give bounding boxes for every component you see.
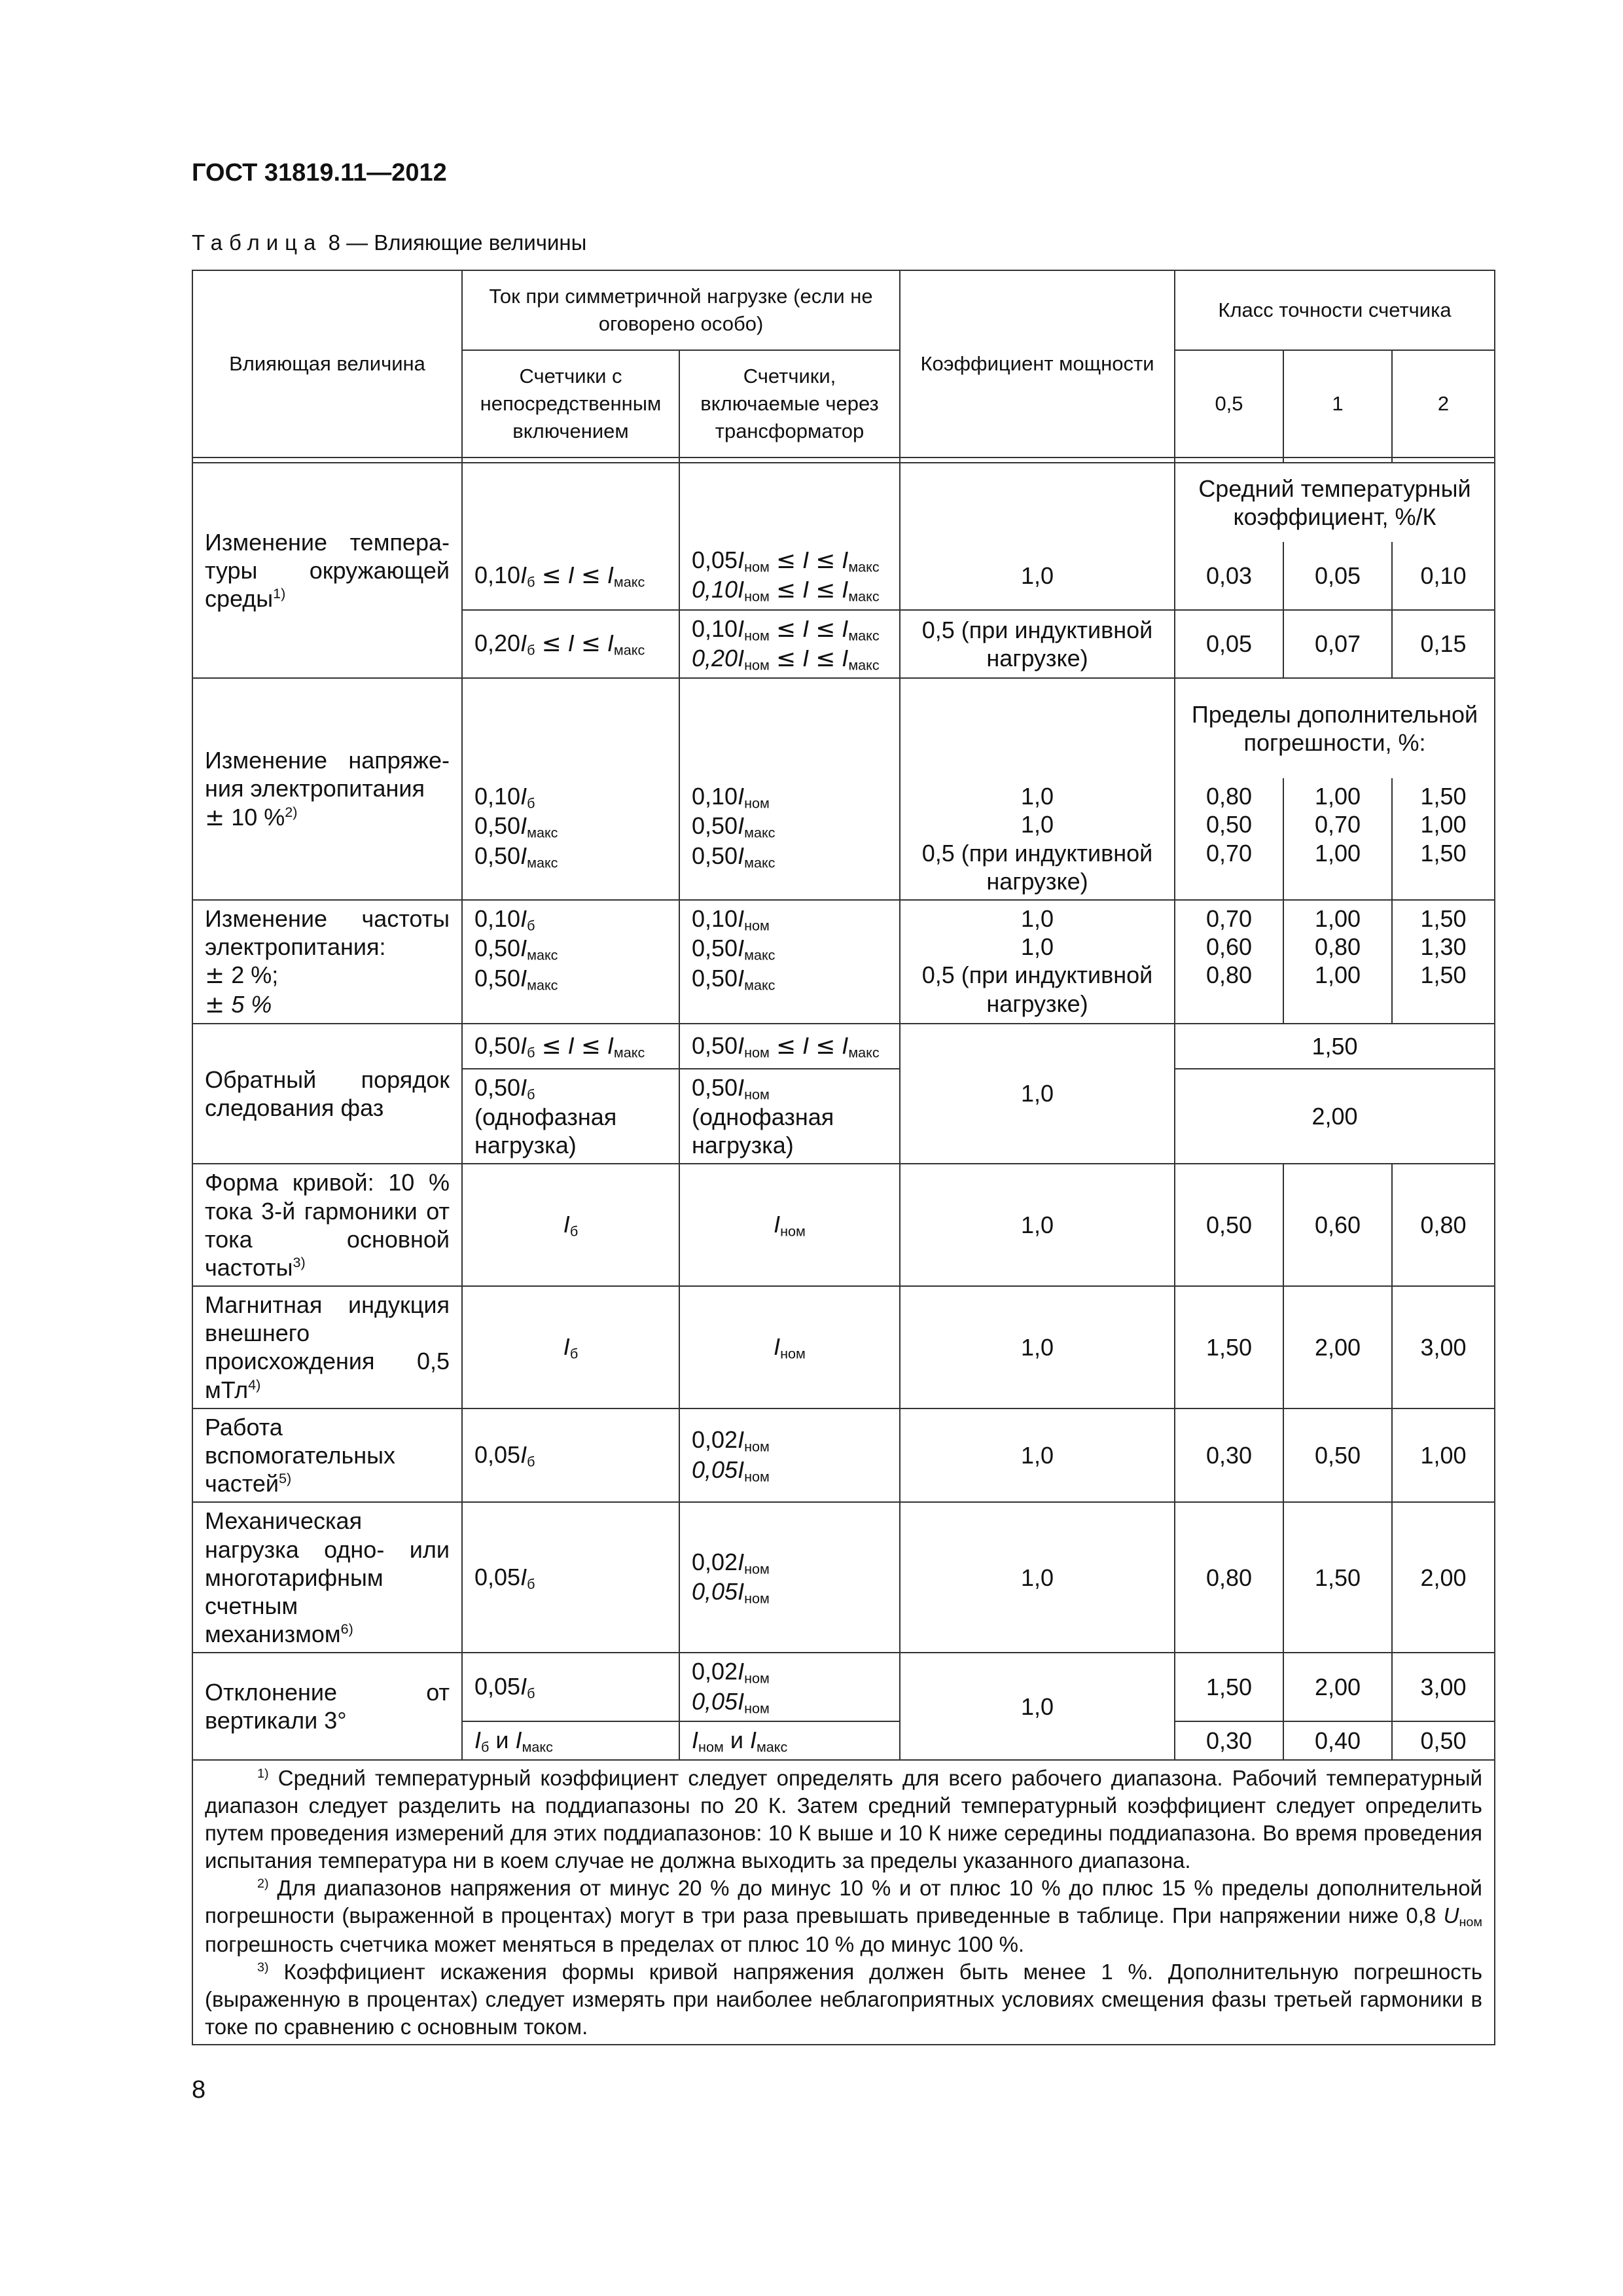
cell-class-05: 0,03 [1175, 542, 1283, 610]
cell-current-transformer: $I_{ном}$ [679, 1164, 900, 1286]
row-label-frequency: Изменение частоты электропитания: ± 2 %; ± 5 % [192, 900, 462, 1024]
table-caption-title: — Влияющие величины [346, 230, 587, 255]
col-header-current-group: Ток при симметричной нагрузке (если не оговорено особо) [462, 270, 900, 350]
table-row-frequency [192, 900, 1495, 1024]
cell-empty [462, 463, 679, 542]
table-row-voltage-sub [192, 678, 1495, 778]
table-footnotes-row [192, 1760, 1495, 2045]
footnote-ref: 4) [248, 1376, 261, 1393]
cell-class-1: 1,00 0,80 1,00 [1283, 900, 1392, 1024]
cell-class-2: 0,10 [1392, 542, 1495, 610]
cell-class-1: 0,40 [1283, 1721, 1392, 1760]
table-row-waveform [192, 1164, 1495, 1286]
cell-current-transformer: $0,02I_{ном}$ $0,05I_{ном}$ [679, 1653, 900, 1721]
cell-current-direct: $0,10I_б$ $0,50I_{макс}$ $0,50I_{макс}$ [462, 900, 679, 1024]
col-header-quantity: Влияющая величина [192, 270, 462, 457]
influence-quantities-table [192, 270, 1495, 2045]
row-label-magnetic-induction: Магнитная индукция внешнего происхождения 0,5 мТл$^{4)}$ [192, 1286, 462, 1408]
cell-class-2: 1,50 1,00 1,50 [1392, 778, 1495, 900]
cell-empty [900, 678, 1175, 778]
cell-class-2: 0,80 [1392, 1164, 1495, 1286]
table-row-temperature-sub [192, 463, 1495, 542]
cell-current-direct: $0,50I_б$ (однофазная нагрузка) [462, 1069, 679, 1164]
cell-class-2: 3,00 [1392, 1653, 1495, 1721]
cell-power-factor: 1,0 [900, 1408, 1175, 1503]
table-row-mechanical-load [192, 1502, 1495, 1653]
cell-class-1: 0,60 [1283, 1164, 1392, 1286]
cell-class-2: 0,15 [1392, 610, 1495, 679]
table-row-magnetic-induction [192, 1286, 1495, 1408]
table-footnotes [192, 1760, 1495, 2045]
cell-classes-merged: 1,50 [1175, 1024, 1495, 1069]
table-row-vertical-deviation [192, 1653, 1495, 1721]
row-label-phase-sequence: Обратный порядок следования фаз [192, 1024, 462, 1164]
cell-current-transformer: $0,10I_{ном}$ $0,50I_{макс}$ $0,50I_{макс}$ [679, 900, 900, 1024]
cell-class-05: 0,05 [1175, 610, 1283, 679]
cell-empty [900, 463, 1175, 542]
cell-power-factor: 0,5 (при индуктивной нагрузке) [900, 610, 1175, 679]
cell-current-transformer: $0,50I_{ном} \le I \le I_{макс}$ [679, 1024, 900, 1069]
cell-current-direct: $I_б$ [462, 1286, 679, 1408]
header-row-1 [192, 270, 1495, 350]
cell-class-1: 2,00 [1283, 1286, 1392, 1408]
cell-current-direct: $I_б$ и $I_{макс}$ [462, 1721, 679, 1760]
cell-current-direct: $0,10I_б \le I \le I_{макс}$ [462, 542, 679, 610]
cell-class-1: 0,07 [1283, 610, 1392, 679]
table-row-auxiliary-parts [192, 1408, 1495, 1503]
cell-current-transformer: $I_{ном}$ и $I_{макс}$ [679, 1721, 900, 1760]
table-caption-number: 8 [328, 230, 340, 255]
cell-class-1: 0,50 [1283, 1408, 1392, 1503]
cell-power-factor: 1,0 1,0 0,5 (при индуктивной нагрузке) [900, 778, 1175, 900]
row-label-voltage: Изменение напряже- ния электропитания ± 10 %$^{2)}$ [192, 678, 462, 900]
row-label-mechanical-load: Механическая нагрузка одно- или многотарифным счетным механизмом$^{6)}$ [192, 1502, 462, 1653]
cell-power-factor: 1,0 [900, 1164, 1175, 1286]
cell-class-1: 1,50 [1283, 1502, 1392, 1653]
row-label-auxiliary-parts: Работа вспомогательных частей$^{5)}$ [192, 1408, 462, 1503]
cell-class-1: 0,05 [1283, 542, 1392, 610]
footnote-1: $^{1)}$ Средний температурный коэффициент следует определять для всего рабочего диапазона. Рабочий температурный диапазон следует разделить на поддиапазоны по 20 К. Затем средний температурный коэффициент следует определить путем проведения измерений для этих поддиапазонов: 10 К выше и 10 К ниже середины поддиапазона. Во время проведения испытания температура ни в коем случае не должна выходить за пределы указанного диапазона. [205, 1766, 1483, 1873]
cell-power-factor: 1,0 [900, 1502, 1175, 1653]
cell-empty [679, 463, 900, 542]
cell-class-05: 0,70 0,60 0,80 [1175, 900, 1283, 1024]
col-header-accuracy-class: Класс точности счетчика [1175, 270, 1495, 350]
table-caption [192, 230, 586, 255]
cell-class-2: 0,50 [1392, 1721, 1495, 1760]
header-separator [192, 457, 1495, 463]
cell-empty [462, 678, 679, 778]
table-caption-word: Таблица [192, 230, 323, 255]
footnote-2: $^{2)}$ Для диапазонов напряжения от минус 20 % до минус 10 % и от плюс 10 % до плюс 15 % пределы дополнительной погрешности (выраженной в процентах) могут в три раза превышать приведенные в таблице. При напряжении ниже 0,8 $U_{ном}$ погрешность счетчика может меняться в пределах от плюс 10 % до минус 100 %. [205, 1875, 1483, 1956]
cell-class-05: 0,80 0,50 0,70 [1175, 778, 1283, 900]
cell-current-direct: $0,05I_б$ [462, 1408, 679, 1503]
cell-class-2: 2,00 [1392, 1502, 1495, 1653]
footnote-ref: 1) [273, 585, 286, 602]
cell-class-2: 3,00 [1392, 1286, 1495, 1408]
footnote-ref: 3) [293, 1253, 306, 1270]
cell-class-05: 1,50 [1175, 1653, 1283, 1721]
cell-power-factor: 1,0 [900, 1024, 1175, 1164]
col-header-class-05: 0,5 [1175, 350, 1283, 457]
col-header-transformer: Счетчики, включаемые через трансформатор [679, 350, 900, 457]
row-label-temperature [192, 463, 462, 678]
cell-current-transformer: $0,02I_{ном}$ $0,05I_{ном}$ [679, 1502, 900, 1653]
standard-header: ГОСТ 31819.11—2012 [192, 159, 447, 187]
cell-class-05: 1,50 [1175, 1286, 1283, 1408]
cell-current-transformer: $0,10I_{ном} \le I \le I_{макс}$ $0,20I_{ном} \le I \le I_{макс}$ [679, 610, 900, 679]
footnote-ref: 2) [285, 803, 298, 820]
col-header-class-2: 2 [1392, 350, 1495, 457]
row-label-waveform: Форма кривой: 10 % тока 3-й гармоники от тока основной частоты$^{3)}$ [192, 1164, 462, 1286]
cell-class-2: 1,50 1,30 1,50 [1392, 900, 1495, 1024]
cell-current-direct: $0,50I_б \le I \le I_{макс}$ [462, 1024, 679, 1069]
subheading-temperature-coefficient: Средний температурный коэффициент, %/К [1175, 463, 1495, 542]
cell-class-05: 0,30 [1175, 1408, 1283, 1503]
cell-current-transformer: $0,10I_{ном}$ $0,50I_{макс}$ $0,50I_{макс}$ [679, 778, 900, 900]
cell-power-factor: 1,0 [900, 542, 1175, 610]
cell-current-direct: $0,05I_б$ [462, 1502, 679, 1653]
row-label-vertical-deviation: Отклонение от вертикали 3° [192, 1653, 462, 1760]
table-row-phase-sequence [192, 1024, 1495, 1069]
cell-classes-merged: 2,00 [1175, 1069, 1495, 1164]
cell-current-direct: $0,05I_б$ [462, 1653, 679, 1721]
cell-class-1: 2,00 [1283, 1653, 1392, 1721]
cell-empty [679, 678, 900, 778]
cell-current-direct: $0,10I_б$ $0,50I_{макс}$ $0,50I_{макс}$ [462, 778, 679, 900]
cell-power-factor: 1,0 1,0 0,5 (при индуктивной нагрузке) [900, 900, 1175, 1024]
col-header-direct: Счетчики с непосредственным включением [462, 350, 679, 457]
cell-power-factor: 1,0 [900, 1286, 1175, 1408]
cell-current-direct: $0,20I_б \le I \le I_{макс}$ [462, 610, 679, 679]
cell-class-05: 0,50 [1175, 1164, 1283, 1286]
footnote-3: $^{3)}$ Коэффициент искажения формы кривой напряжения должен быть менее 1 %. Дополнительную погрешность (выраженную в процентах) следует измерять при наиболее неблагоприятных условиях смещения фазы третьей гармоники в токе по сравнению с основным током. [205, 1959, 1483, 2039]
cell-class-2: 1,00 [1392, 1408, 1495, 1503]
cell-current-transformer: $I_{ном}$ [679, 1286, 900, 1408]
cell-power-factor: 1,0 [900, 1653, 1175, 1760]
cell-current-direct: $I_б$ [462, 1164, 679, 1286]
row-label-text: Изменение темпера- туры окружающей среды [205, 528, 450, 613]
col-header-class-1: 1 [1283, 350, 1392, 457]
cell-current-transformer: $0,05I_{ном} \le I \le I_{макс}$ $0,10I_{ном} \le I \le I_{макс}$ [679, 542, 900, 610]
cell-class-05: 0,80 [1175, 1502, 1283, 1653]
col-header-power-factor: Коэффициент мощности [900, 270, 1175, 457]
footnote-ref: 6) [340, 1621, 353, 1638]
cell-class-1: 1,00 0,70 1,00 [1283, 778, 1392, 900]
cell-class-05: 0,30 [1175, 1721, 1283, 1760]
cell-current-transformer: $0,02I_{ном}$ $0,05I_{ном}$ [679, 1408, 900, 1503]
subheading-additional-error: Пределы дополнительной погрешности, %: [1175, 678, 1495, 778]
footnote-ref: 5) [279, 1470, 292, 1487]
page-number: 8 [192, 2076, 206, 2104]
cell-current-transformer: $0,50I_{ном}$ (однофазная нагрузка) [679, 1069, 900, 1164]
